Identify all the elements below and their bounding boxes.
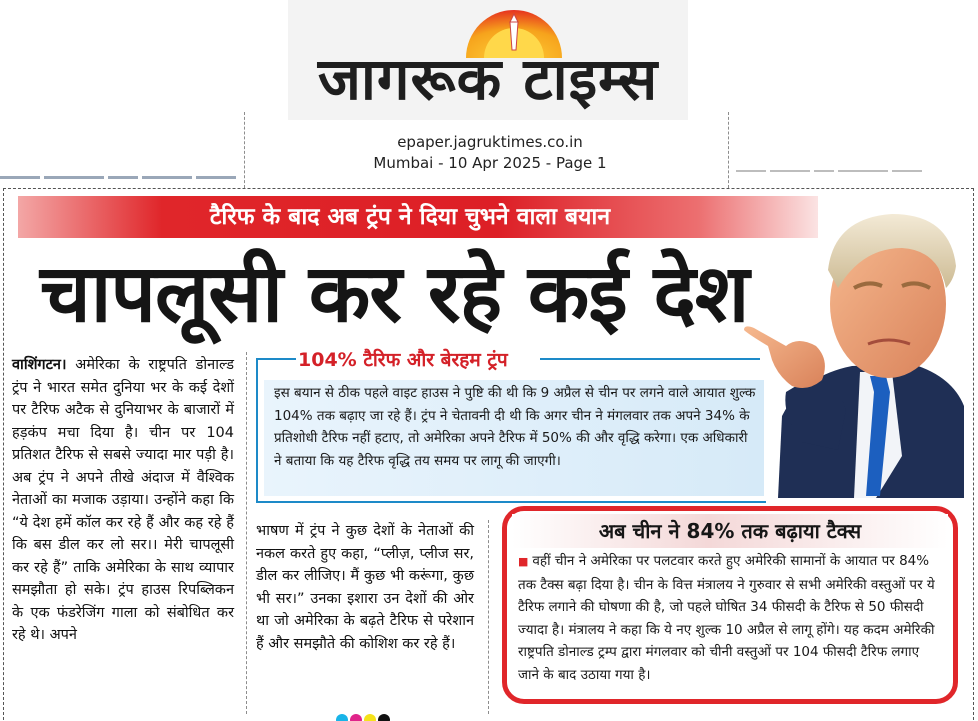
red-box-title: अब चीन ने 84% तक बढ़ाया टैक्स [512,514,948,548]
blue-box-left-rule [256,358,258,503]
blue-box-top-rule-right [540,358,760,360]
headline: चापलूसी कर रहे कई देश [40,247,749,340]
column-rule-mid-right [488,520,489,714]
bullet-icon: ■ [518,555,529,568]
blue-box-top-rule [256,358,296,360]
trump-photo [742,196,964,498]
kicker-text: टैरिफ के बाद अब ट्रंप ने दिया चुभने वाला बयान [209,204,611,230]
reg-mark-magenta [350,714,362,721]
edition-url[interactable]: epaper.jagruktimes.co.in [397,133,583,151]
body-left-text: अमेरिका के राष्ट्रपति डोनाल्ड ट्रंप ने भारत समेत दुनिया भर के कई देशों पर टैरिफ अटैक से दुनियाभर के बाजारों में हड़कंप मचा दिया है। चीन पर 104 प्रतिशत टैरिफ से सबसे ज्यादा मार पड़ी है। अब ट्रंप ने अपने तीखे अंदाज में वैश्विक नेताओं का मजाक उड़ाया। उन्होंने कहा कि “ये देश हमें कॉल कर रहे हैं और कह रहे हैं कि बस डील कर लो सर।। मेरी चापलूसी कर रहे हैं” ताकि अमेरिका के साथ व्यापार समझौता हो सके। ट्रंप हाउस रिपब्लिकन के एक फंडरेजिंग गाला को संबोधित कर रहे थे। अपने [12,357,234,643]
reg-mark-yellow [364,714,376,721]
reg-mark-black [378,714,390,721]
adjacent-story-fragment-left [0,170,244,184]
edition-date-page: Mumbai - 10 Apr 2025 - Page 1 [373,154,607,172]
registration-marks [336,714,396,721]
blue-box-title: 104% टैरिफ और बेरहम ट्रंप [298,349,508,371]
reg-mark-cyan [336,714,348,721]
blue-box-bottom-rule [256,501,766,503]
article-body-mid: भाषण में ट्रंप ने कुछ देशों के नेताओं की नकल करते हुए कहा, “प्लीज़, प्लीज सर, डील कर लीजिए। मैं कुछ भी करूंगा, कुछ भी सर।” उनका इशारा उन देशों की ओर था जो अमेरिका के बढ़ते टैरिफ से परेशान हैं और समझौते की कोशिश कर रहे हैं। [256,523,474,652]
edition-info [330,132,650,174]
column-rule-top-left [244,112,245,188]
masthead-title: जागरूक टाइम्स [317,45,659,113]
article-body-left [12,354,234,647]
red-box-body [518,550,944,686]
dateline: वाशिंगटन। [12,357,67,373]
column-rule-mid [246,352,247,714]
adjacent-story-fragment-right [736,162,946,184]
blue-box-body: इस बयान से ठीक पहले वाइट हाउस ने पुष्टि की थी कि 9 अप्रैल से चीन पर लगने वाले आयात शुल्क 104% तक बढ़ाए जा रहे हैं। ट्रंप ने चेतावनी दी थी कि अगर चीन ने मंगलवार तक अपने 34% के प्रतिशोधी टैरिफ नहीं हटाए, तो अमेरिका अपने टैरिफ में 50% की और वृद्धि करेगा। एक अधिकारी ने बताया कि यह टैरिफ वृद्धि तय समय पर लागू की जाएगी। [264,380,764,496]
red-box-body-text: वहीं चीन ने अमेरिका पर पलटवार करते हुए अमेरिकी सामानों के आयात पर 84% तक टैक्स बढ़ा दिया है। चीन के वित्त मंत्रालय ने गुरुवार से सभी अमेरिकी वस्तुओं पर ये टैरिफ लगाने की घोषणा की है, जो पहले घोषित 34 फीसदी के टैरिफ से 50 फीसदी ज्यादा है। मंत्रालय ने कहा कि ये नए शुल्क 10 अप्रैल से लागू होंगे। यह कदम अमेरिकी राष्ट्रपति डोनाल्ड ट्रम्प द्वारा मंगलवार को चीनी वस्तुओं पर 104 फीसदी टैरिफ लगाए जाने के बाद उठाया गया है। [518,553,935,683]
column-rule-top-right [728,112,729,188]
